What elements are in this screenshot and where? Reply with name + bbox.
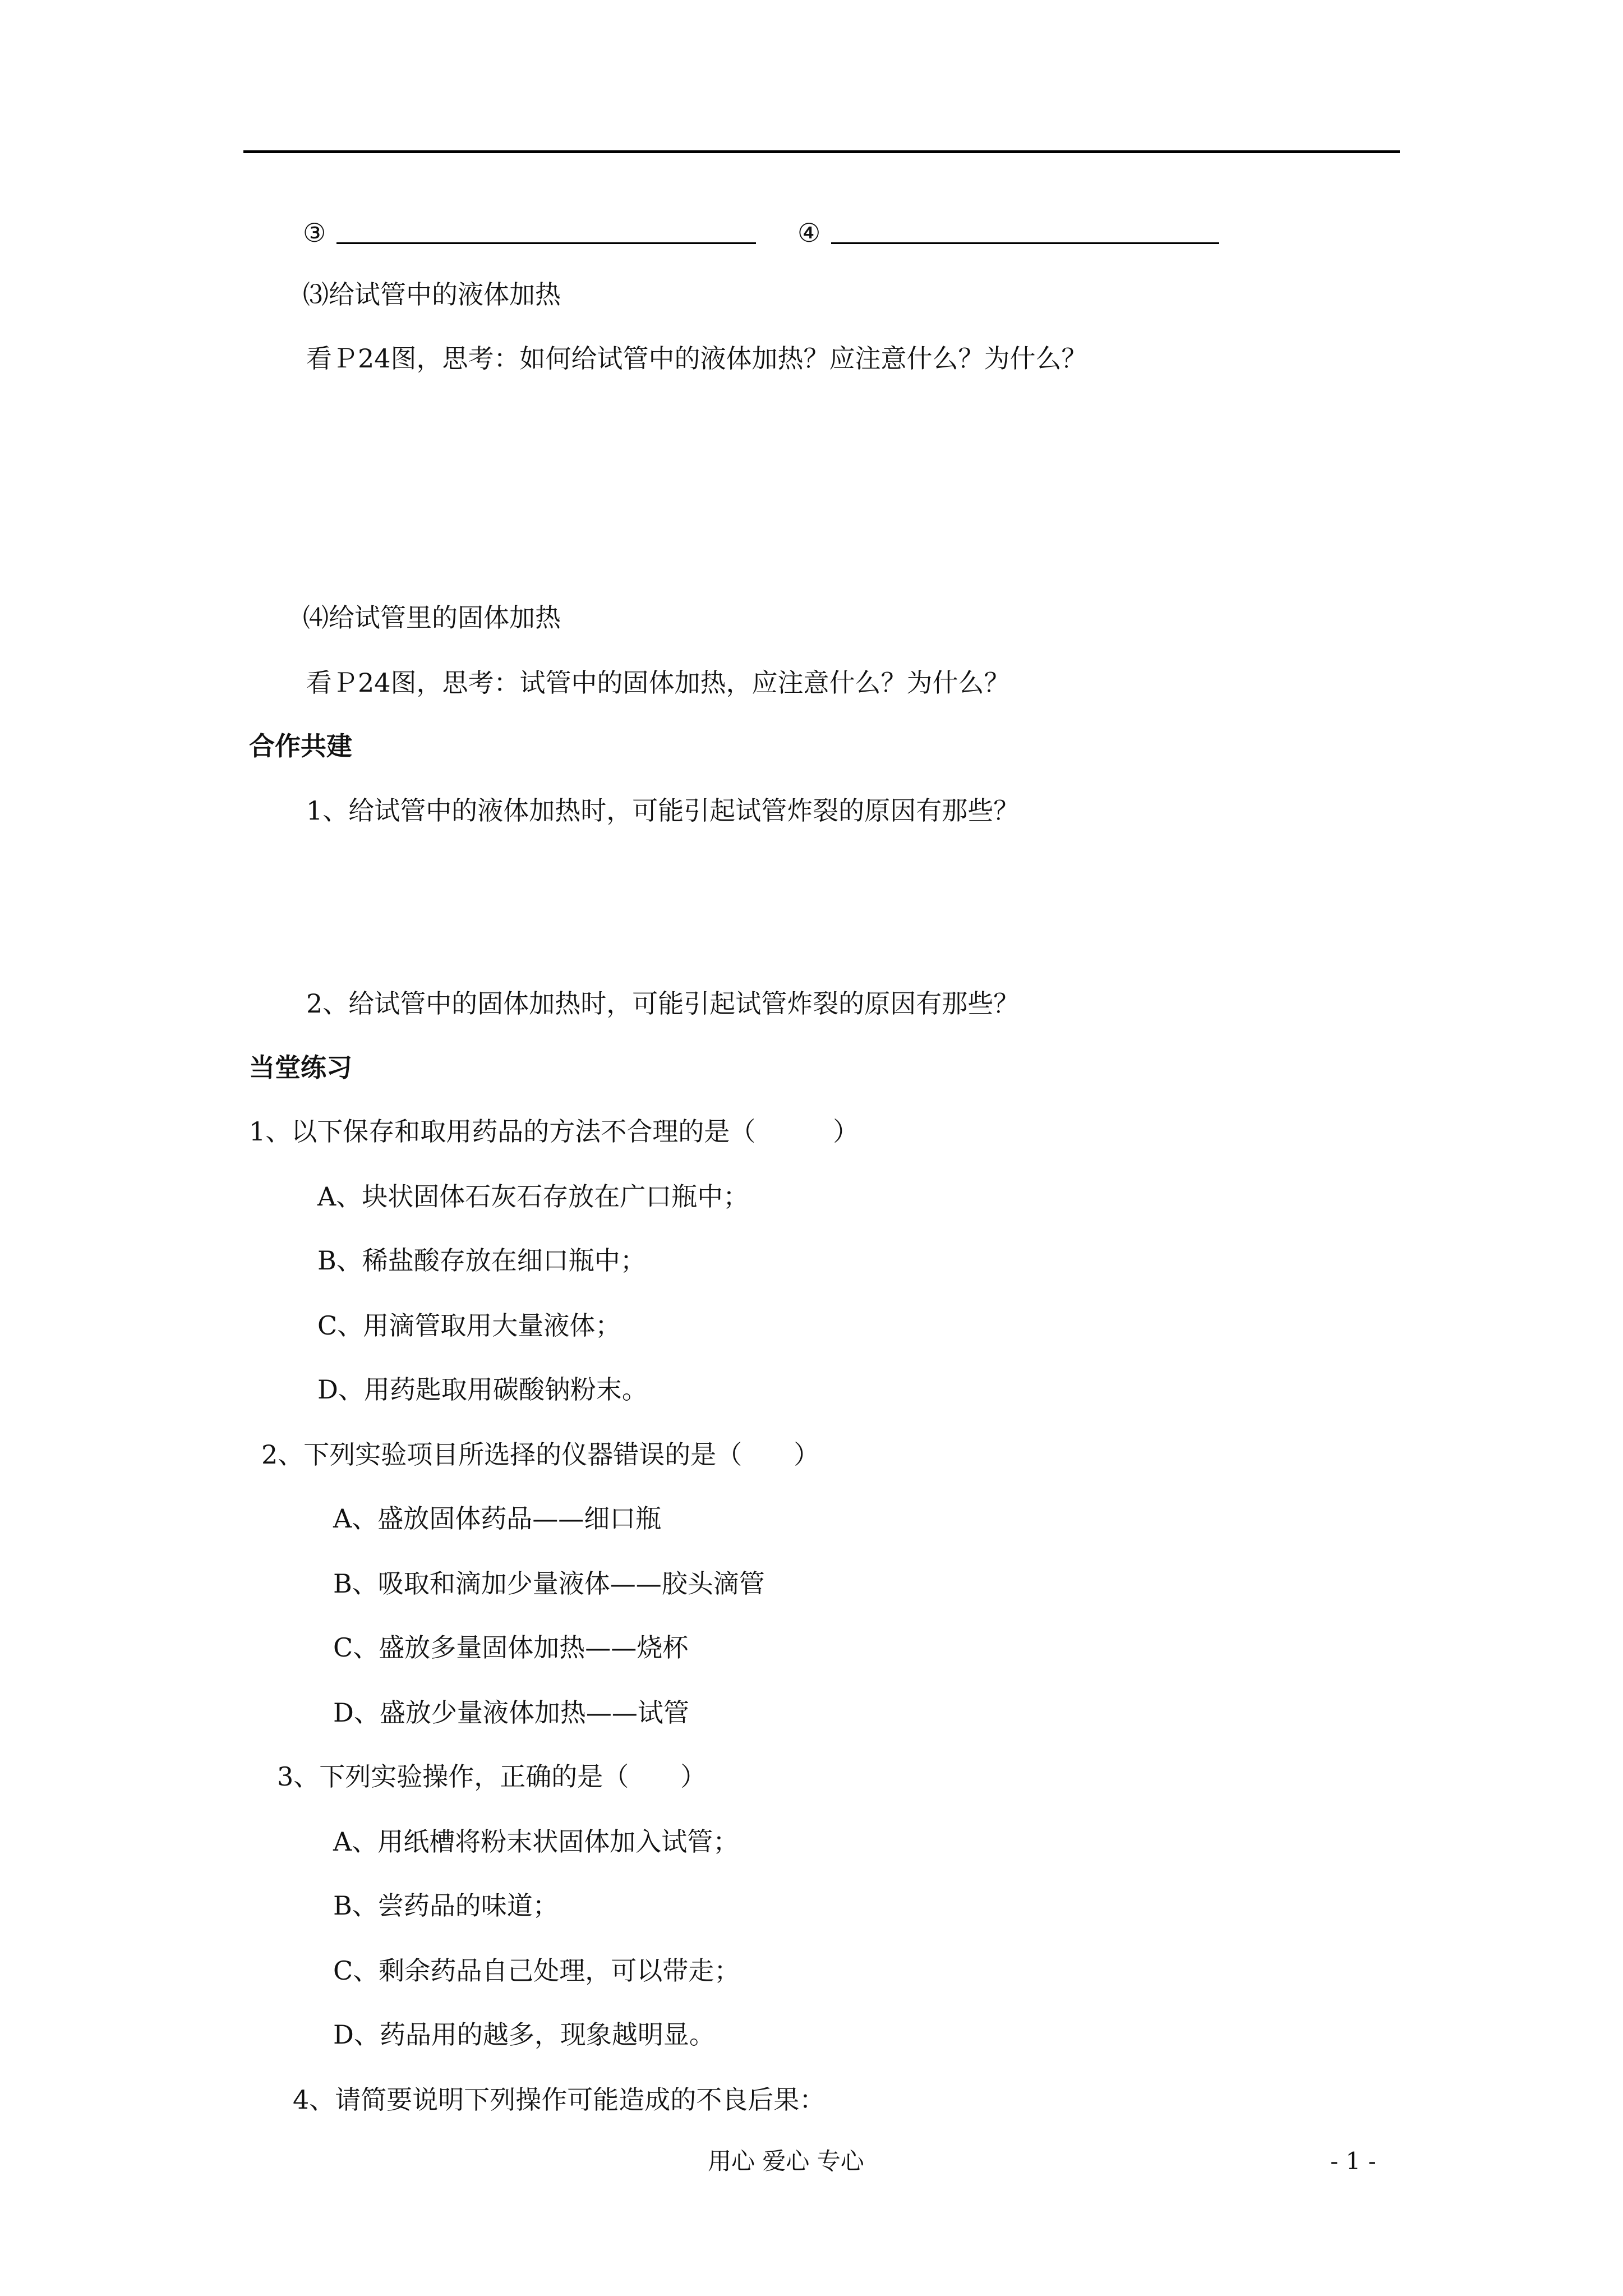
cooperate-question-2: 2、给试管中的固体加热时，可能引起试管炸裂的原因有那些？ bbox=[306, 988, 1020, 1019]
question-4-stem: 4、请简要说明下列操作可能造成的不良后果： bbox=[293, 2085, 826, 2115]
question-3-option-c: C、剩余药品自己处理，可以带走； bbox=[333, 1955, 740, 1986]
section3-prompt: 看Ｐ24图，思考：如何给试管中的液体加热？应注意什么？为什么？ bbox=[306, 343, 1087, 374]
question-3-option-d: D、药品用的越多，现象越明显。 bbox=[333, 2019, 715, 2050]
blank-line-4[interactable] bbox=[831, 242, 1219, 244]
question-2-stem: 2、下列实验项目所选择的仪器错误的是（ ） bbox=[261, 1439, 820, 1470]
practice-heading: 当堂练习 bbox=[249, 1052, 352, 1083]
header-rule bbox=[243, 150, 1400, 153]
blank-item-3-label: ③ bbox=[303, 218, 326, 248]
question-1-option-c: C、用滴管取用大量液体； bbox=[317, 1310, 621, 1341]
cooperate-heading: 合作共建 bbox=[249, 731, 352, 761]
question-1-option-a: A、块状固体石灰石存放在广口瓶中； bbox=[317, 1181, 749, 1212]
page-number: - 1 - bbox=[1330, 2147, 1376, 2175]
question-3-stem: 3、下列实验操作，正确的是（ ） bbox=[277, 1761, 707, 1792]
blank-line-3[interactable] bbox=[336, 242, 756, 244]
question-1-option-b: B、稀盐酸存放在细口瓶中； bbox=[317, 1245, 646, 1276]
section4-title: ⑷给试管里的固体加热 bbox=[303, 602, 561, 633]
blank-item-4-label: ④ bbox=[797, 218, 821, 248]
question-2-option-b: B、吸取和滴加少量液体——胶头滴管 bbox=[333, 1568, 765, 1599]
question-1-option-d: D、用药匙取用碳酸钠粉末。 bbox=[317, 1374, 648, 1405]
cooperate-question-1: 1、给试管中的液体加热时，可能引起试管炸裂的原因有那些？ bbox=[306, 795, 1020, 826]
question-3-option-a: A、用纸槽将粉末状固体加入试管； bbox=[333, 1826, 739, 1857]
question-2-option-d: D、盛放少量液体加热——试管 bbox=[333, 1697, 689, 1728]
question-1-stem: 1、以下保存和取用药品的方法不合理的是（ ） bbox=[249, 1116, 859, 1147]
question-3-option-b: B、尝药品的味道； bbox=[333, 1890, 559, 1921]
question-2-option-c: C、盛放多量固体加热——烧杯 bbox=[333, 1632, 689, 1663]
section3-title: ⑶给试管中的液体加热 bbox=[303, 279, 561, 310]
footer-center-text: 用心 爱心 专心 bbox=[708, 2147, 864, 2175]
section4-prompt: 看Ｐ24图，思考：试管中的固体加热，应注意什么？为什么？ bbox=[306, 668, 1010, 698]
question-2-option-a: A、盛放固体药品——细口瓶 bbox=[333, 1503, 662, 1534]
